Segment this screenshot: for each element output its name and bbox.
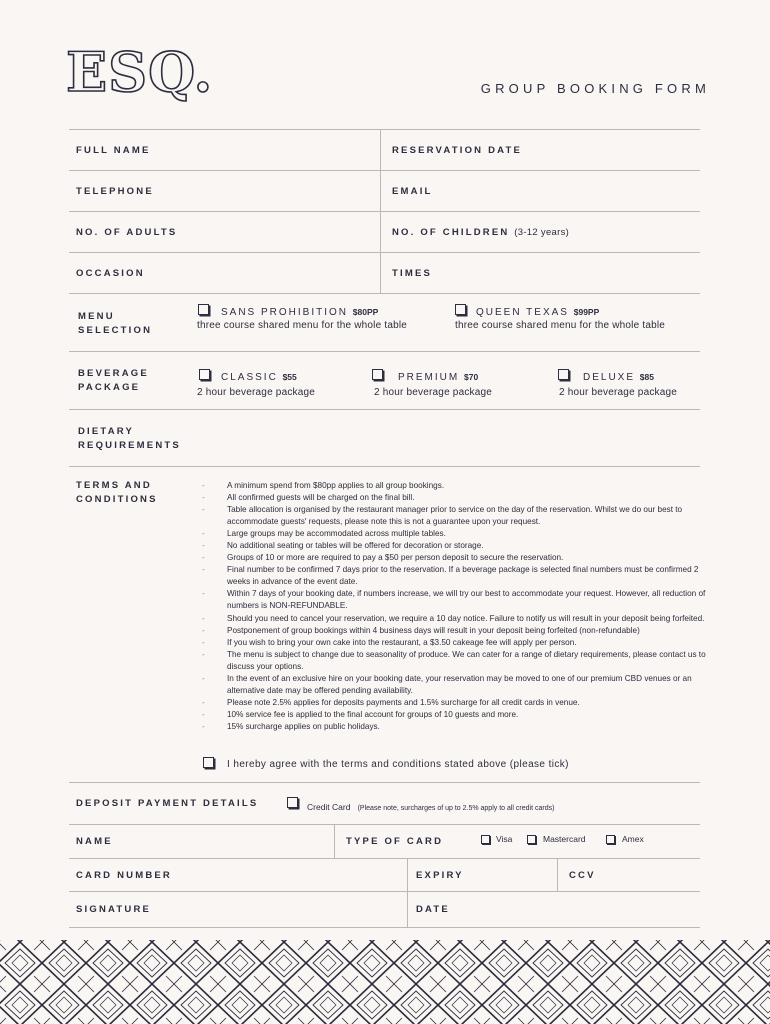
times-field[interactable]: TIMES (392, 268, 433, 279)
form-title: GROUP BOOKING FORM (480, 81, 710, 96)
amex-label: Amex (622, 834, 644, 844)
ccv-field[interactable]: CCV (569, 870, 596, 881)
menu-sans-prohibition-checkbox[interactable] (198, 304, 209, 315)
dietary-requirements-field[interactable]: DIETARY REQUIREMENTS (78, 426, 181, 451)
terms-item: - Within 7 days of your booking date, if numbers increase, we will try our best to accommodate your request. However, all reduction of numbers is NON-REFUNDABLE. (202, 588, 714, 612)
children-field[interactable] (392, 226, 569, 240)
beverage-option-desc: 2 hour beverage package (374, 387, 493, 398)
terms-item: - Final number to be confirmed 7 days prior to the reservation. If a beverage package is selected final numbers must be confirmed 2 weeks in advance of the event date. (202, 564, 714, 588)
terms-item: - If you wish to bring your own cake into the restaurant, a $3.50 cakeage fee will apply per person. (202, 637, 714, 649)
menu-option-desc: three course shared menu for the whole table (455, 320, 666, 331)
terms-item: - All confirmed guests will be charged on the final bill. (202, 492, 714, 504)
terms-item: - Please note 2.5% applies for deposits payments and 1.5% surcharge for all credit cards in venue. (202, 697, 714, 709)
divider (69, 211, 700, 212)
column-divider (380, 129, 381, 293)
column-divider (557, 858, 558, 891)
telephone-field[interactable]: TELEPHONE (76, 186, 154, 197)
terms-item: - No additional seating or tables will be offered for decoration or storage. (202, 540, 714, 552)
credit-card-checkbox[interactable] (287, 797, 298, 808)
full-name-field[interactable]: FULL NAME (76, 145, 151, 156)
card-number-field[interactable]: CARD NUMBER (76, 870, 172, 881)
signature-field[interactable]: SIGNATURE (76, 904, 152, 915)
divider (69, 293, 700, 294)
column-divider (334, 824, 335, 858)
mastercard-label: Mastercard (543, 834, 586, 844)
terms-item: - The menu is subject to change due to seasonality of produce. We can cater for a range of dietary requirements, please contact us to discuss your options. (202, 649, 714, 673)
credit-card-note: (Please note, surcharges of up to 2.5% apply to all credit cards) (357, 805, 555, 812)
terms-item: - Table allocation is organised by the restaurant manager prior to service on the day of the reservation. Whilst we do our best to accommodate guests' requests, please note this is not a guarantee upon your request. (202, 504, 714, 528)
divider (69, 252, 700, 253)
divider (69, 170, 700, 171)
terms-item: - Postponement of group bookings within 4 business days will result in your deposit being forfeited (non-refundable) (202, 625, 714, 637)
terms-item: - In the event of an exclusive hire on your booking date, your reservation may be moved to one of our premium CBD venues or an alternative date may be offered pending availability. (202, 673, 714, 697)
terms-label: TERMS AND CONDITIONS (76, 480, 158, 505)
date-field[interactable]: DATE (416, 904, 450, 915)
divider (69, 351, 700, 352)
credit-card-label: Credit Card (Please note, surcharges of up to 2.5% apply to all credit cards) (307, 802, 555, 812)
beverage-option-deluxe: DELUXE $85 (583, 372, 654, 383)
menu-option-queen-texas: QUEEN TEXAS $99PP (476, 307, 600, 318)
diamond-pattern-decoration (0, 940, 770, 1024)
card-name-field[interactable]: NAME (76, 836, 113, 847)
beverage-package-label: BEVERAGE PACKAGE (78, 368, 149, 393)
terms-item: - 10% service fee is applied to the final account for groups of 10 guests and more. (202, 709, 714, 721)
divider (69, 466, 700, 467)
menu-queen-texas-checkbox[interactable] (455, 304, 466, 315)
beverage-deluxe-checkbox[interactable] (558, 369, 569, 380)
divider (69, 129, 700, 130)
divider (69, 858, 700, 859)
beverage-option-premium: PREMIUM $70 (398, 372, 479, 383)
divider (69, 927, 700, 928)
visa-label: Visa (496, 834, 513, 844)
mastercard-checkbox[interactable] (527, 835, 536, 844)
logo: ESQ. (66, 40, 214, 104)
terms-item: - 15% surcharge applies on public holidays. (202, 721, 714, 733)
adults-field[interactable]: NO. OF ADULTS (76, 227, 178, 238)
divider (69, 824, 700, 825)
expiry-field[interactable]: EXPIRY (416, 870, 464, 881)
deposit-label: DEPOSIT PAYMENT DETAILS (76, 798, 259, 809)
menu-selection-label: MENU SELECTION (78, 311, 153, 336)
agree-terms-label: I hereby agree with the terms and conditions stated above (please tick) (227, 759, 569, 770)
amex-checkbox[interactable] (606, 835, 615, 844)
menu-option-sans-prohibition: SANS PROHIBITION $80PP (221, 307, 379, 318)
children-label: NO. OF CHILDREN (392, 227, 510, 238)
terms-item: - Large groups may be accommodated across multiple tables. (202, 528, 714, 540)
beverage-option-desc: 2 hour beverage package (559, 387, 678, 398)
divider (69, 782, 700, 783)
email-field[interactable]: EMAIL (392, 186, 433, 197)
terms-item: - A minimum spend from $80pp applies to all group bookings. (202, 480, 714, 492)
reservation-date-field[interactable]: RESERVATION DATE (392, 145, 523, 156)
terms-item: - Should you need to cancel your reservation, we require a 10 day notice. Failure to notify us will result in your deposit being forfeited. (202, 613, 714, 625)
divider (69, 409, 700, 410)
beverage-option-classic: CLASSIC $55 (221, 372, 297, 383)
beverage-classic-checkbox[interactable] (199, 369, 210, 380)
menu-option-desc: three course shared menu for the whole table (197, 320, 408, 331)
visa-checkbox[interactable] (481, 835, 490, 844)
type-of-card-label: TYPE OF CARD (346, 836, 444, 847)
children-note: (3-12 years) (514, 227, 570, 238)
terms-item: - Groups of 10 or more are required to pay a $50 per person deposit to secure the reservation. (202, 552, 714, 564)
column-divider (407, 858, 408, 927)
beverage-premium-checkbox[interactable] (372, 369, 383, 380)
agree-terms-checkbox[interactable] (203, 757, 214, 768)
terms-list (202, 480, 714, 733)
beverage-option-desc: 2 hour beverage package (197, 387, 316, 398)
divider (69, 891, 700, 892)
occasion-field[interactable]: OCCASION (76, 268, 145, 279)
